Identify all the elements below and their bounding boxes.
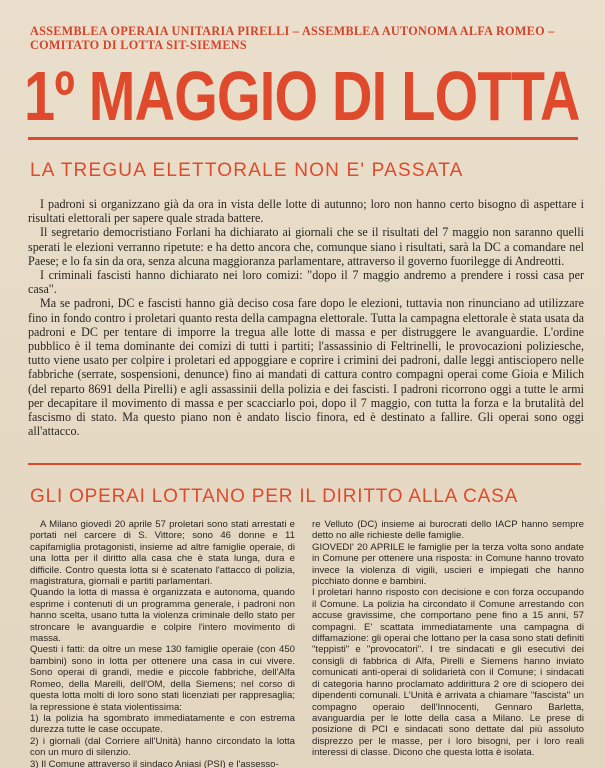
right-column-paragraph: re Velluto (DC) insieme ai burocrati dello IACP hanno sempre detto no alle richieste delle famiglie. [312,519,584,542]
section1-paragraph: Il segretario democristiano Forlani ha dichiarato ai giornali che se il risultati del 7 maggio non saranno quelli sperati le elezioni verranno ripetute: e ha detto ancora che, comunque siano i risultati, sarà la DC a comandare nel Paese; e lo fa sin da ora, senza alcuna maggioranza parlamentare, attraverso il governo fuorilegge di Andreotti. [28,225,584,268]
left-column-list-item: 2) i giornali (dal Corriere all'Unità) hanno circondato la lotta con un muro di silenzio. [30,735,295,759]
section1-paragraph: I padroni si organizzano già da ora in vista delle lotte di autunno; loro non hanno certo bisogno di aspettare i risultati elettorali per sapere quale strada battere. [28,197,584,226]
right-column-paragraph: I proletari hanno risposto con decisione e con forza occupando il Comune. La polizia ha circondato il Comune arrestando con accuse gravissime, che comportano pene fino a 15 anni, 57 compagni. E' scattata immediatamente una campagna di diffamazione: gli operai che lottano per la casa sono stati definiti "teppisti" e "provocatori". I tre sindacati e gli esecutivi dei consigli di fabbrica di Alfa, Pirelli e Siemens hanno inviato comunicati anti-operai di solidarietà con il Comune; i sindacati di categoria hanno proclamato addirittura 2 ore di sciopero dei dipendenti comunali. L'Unità è arrivata a chiamare "fascista" un compagno operaio dell'Innocenti, Gennaro Barletta, avanguardia per le lotte della casa a Milano. Le prese di posizione di PCI e sindacati sono dettate dal più assoluto disprezzo per le masse, per i loro bisogni, per i loro reali interessi di classe. Dicono che questa lotta è isolata. [312,587,584,759]
left-column-list-item: 3) Il Comune attraverso il sindaco Aniasi (PSI) e l'assesso- [30,758,279,768]
section2-heading: GLI OPERAI LOTTANO PER IL DIRITTO ALLA CASA [30,486,519,507]
divider-middle [28,463,581,465]
section1-heading: LA TREGUA ELETTORALE NON E' PASSATA [30,160,464,181]
divider-top [28,137,578,140]
section1-paragraph: Ma se padroni, DC e fascisti hanno già deciso cosa fare dopo le elezioni, tuttavia non rinunciano ad utilizzare fino in fondo contro i proletari quanto resta della campagna elettorale. Tutta la campagna elettorale è stata usata da padroni e DC per tentare di imporre la tregua alle lotte di massa e per distruggere le avanguardie. L'ordine pubblico è il tema dominante dei comizi di tutti i partiti; l'assassinio di Feltrinelli, le provocazioni poliziesche, tutto viene usato per colpire i proletari ed appoggiare e coprire i crimini dei padroni, dalle leggi antisciopero nelle fabbriche (serrate, sospensioni, denunce) fino ai mandati di cattura contro compagni operai come Gioia e Milich (del reparto 8691 della Pirelli) e agli assassinii della polizia e dei fascisti. I padroni ricorrono oggi a tutte le armi per decapitare il movimento di massa e per scacciarlo poi, dopo il 7 maggio, con tutta la forza e la brutalità del fascismo di stato. Ma questo piano non è andato liscio finora, ed è destinato a fallire. Gli operai sono oggi all'attacco. [28,296,584,439]
page-title: 1º MAGGIO DI LOTTA [24,57,580,135]
left-column-paragraph: Quando la lotta di massa è organizzata e autonoma, quando esprime i contenuti di un programma generale, i padroni non hanno scelta, usano tutta la violenza criminale dello stato per stroncare le avanguardie e colpire l'intero movimento di massa. [30,587,295,645]
left-column-list-item: 1) la polizia ha sgombrato immediatamente e con estrema durezza tutte le case occupate. [30,712,295,736]
left-column-paragraph: Questi i fatti: da oltre un mese 130 famiglie operaie (con 450 bambini) sono in lotta per ottenere una casa in cui vivere. Sono operai di grandi, medie e piccole fabbriche, dell'Alfa Romeo, della Marelli, dell'OM, della Siemens; nel corso di questa lotta molti di loro sono stati licenziati per rappresaglia; la repressione è stata violentissima: [30,644,295,713]
section2-right-column [312,519,584,768]
left-column-paragraph: A Milano giovedì 20 aprile 57 proletari sono stati arrestati e portati nel carcere di S. Vittore; sono 46 donne e 11 capifamiglia protagonisti, insieme ad altre famiglie operaie, di una lotta per il diritto alla casa che è stata lunga, dura e difficile. Contro questa lotta si è scatenato l'attacco di polizia, magistratura, giornali e partiti parlamentari. [30,519,295,588]
organizations-line: ASSEMBLEA OPERAIA UNITARIA PIRELLI – ASSEMBLEA AUTONOMA ALFA ROMEO – COMITATO DI LOTTA SIT-SIEMENS [30,24,555,52]
section1-body [28,197,584,438]
section1-paragraph: I criminali fascisti hanno dichiarato nei loro comizi: "dopo il 7 maggio andremo a prendere i rossi casa per casa". [28,268,584,297]
right-column-paragraph: GIOVEDI' 20 APRILE le famiglie per la terza volta sono andate in Comune per ottenere una risposta: in Comune hanno trovato invece la violenza di vigili, uscieri e impiegati che hanno picchiato donne e bambini. [312,541,584,588]
section2-left-column [30,519,295,768]
